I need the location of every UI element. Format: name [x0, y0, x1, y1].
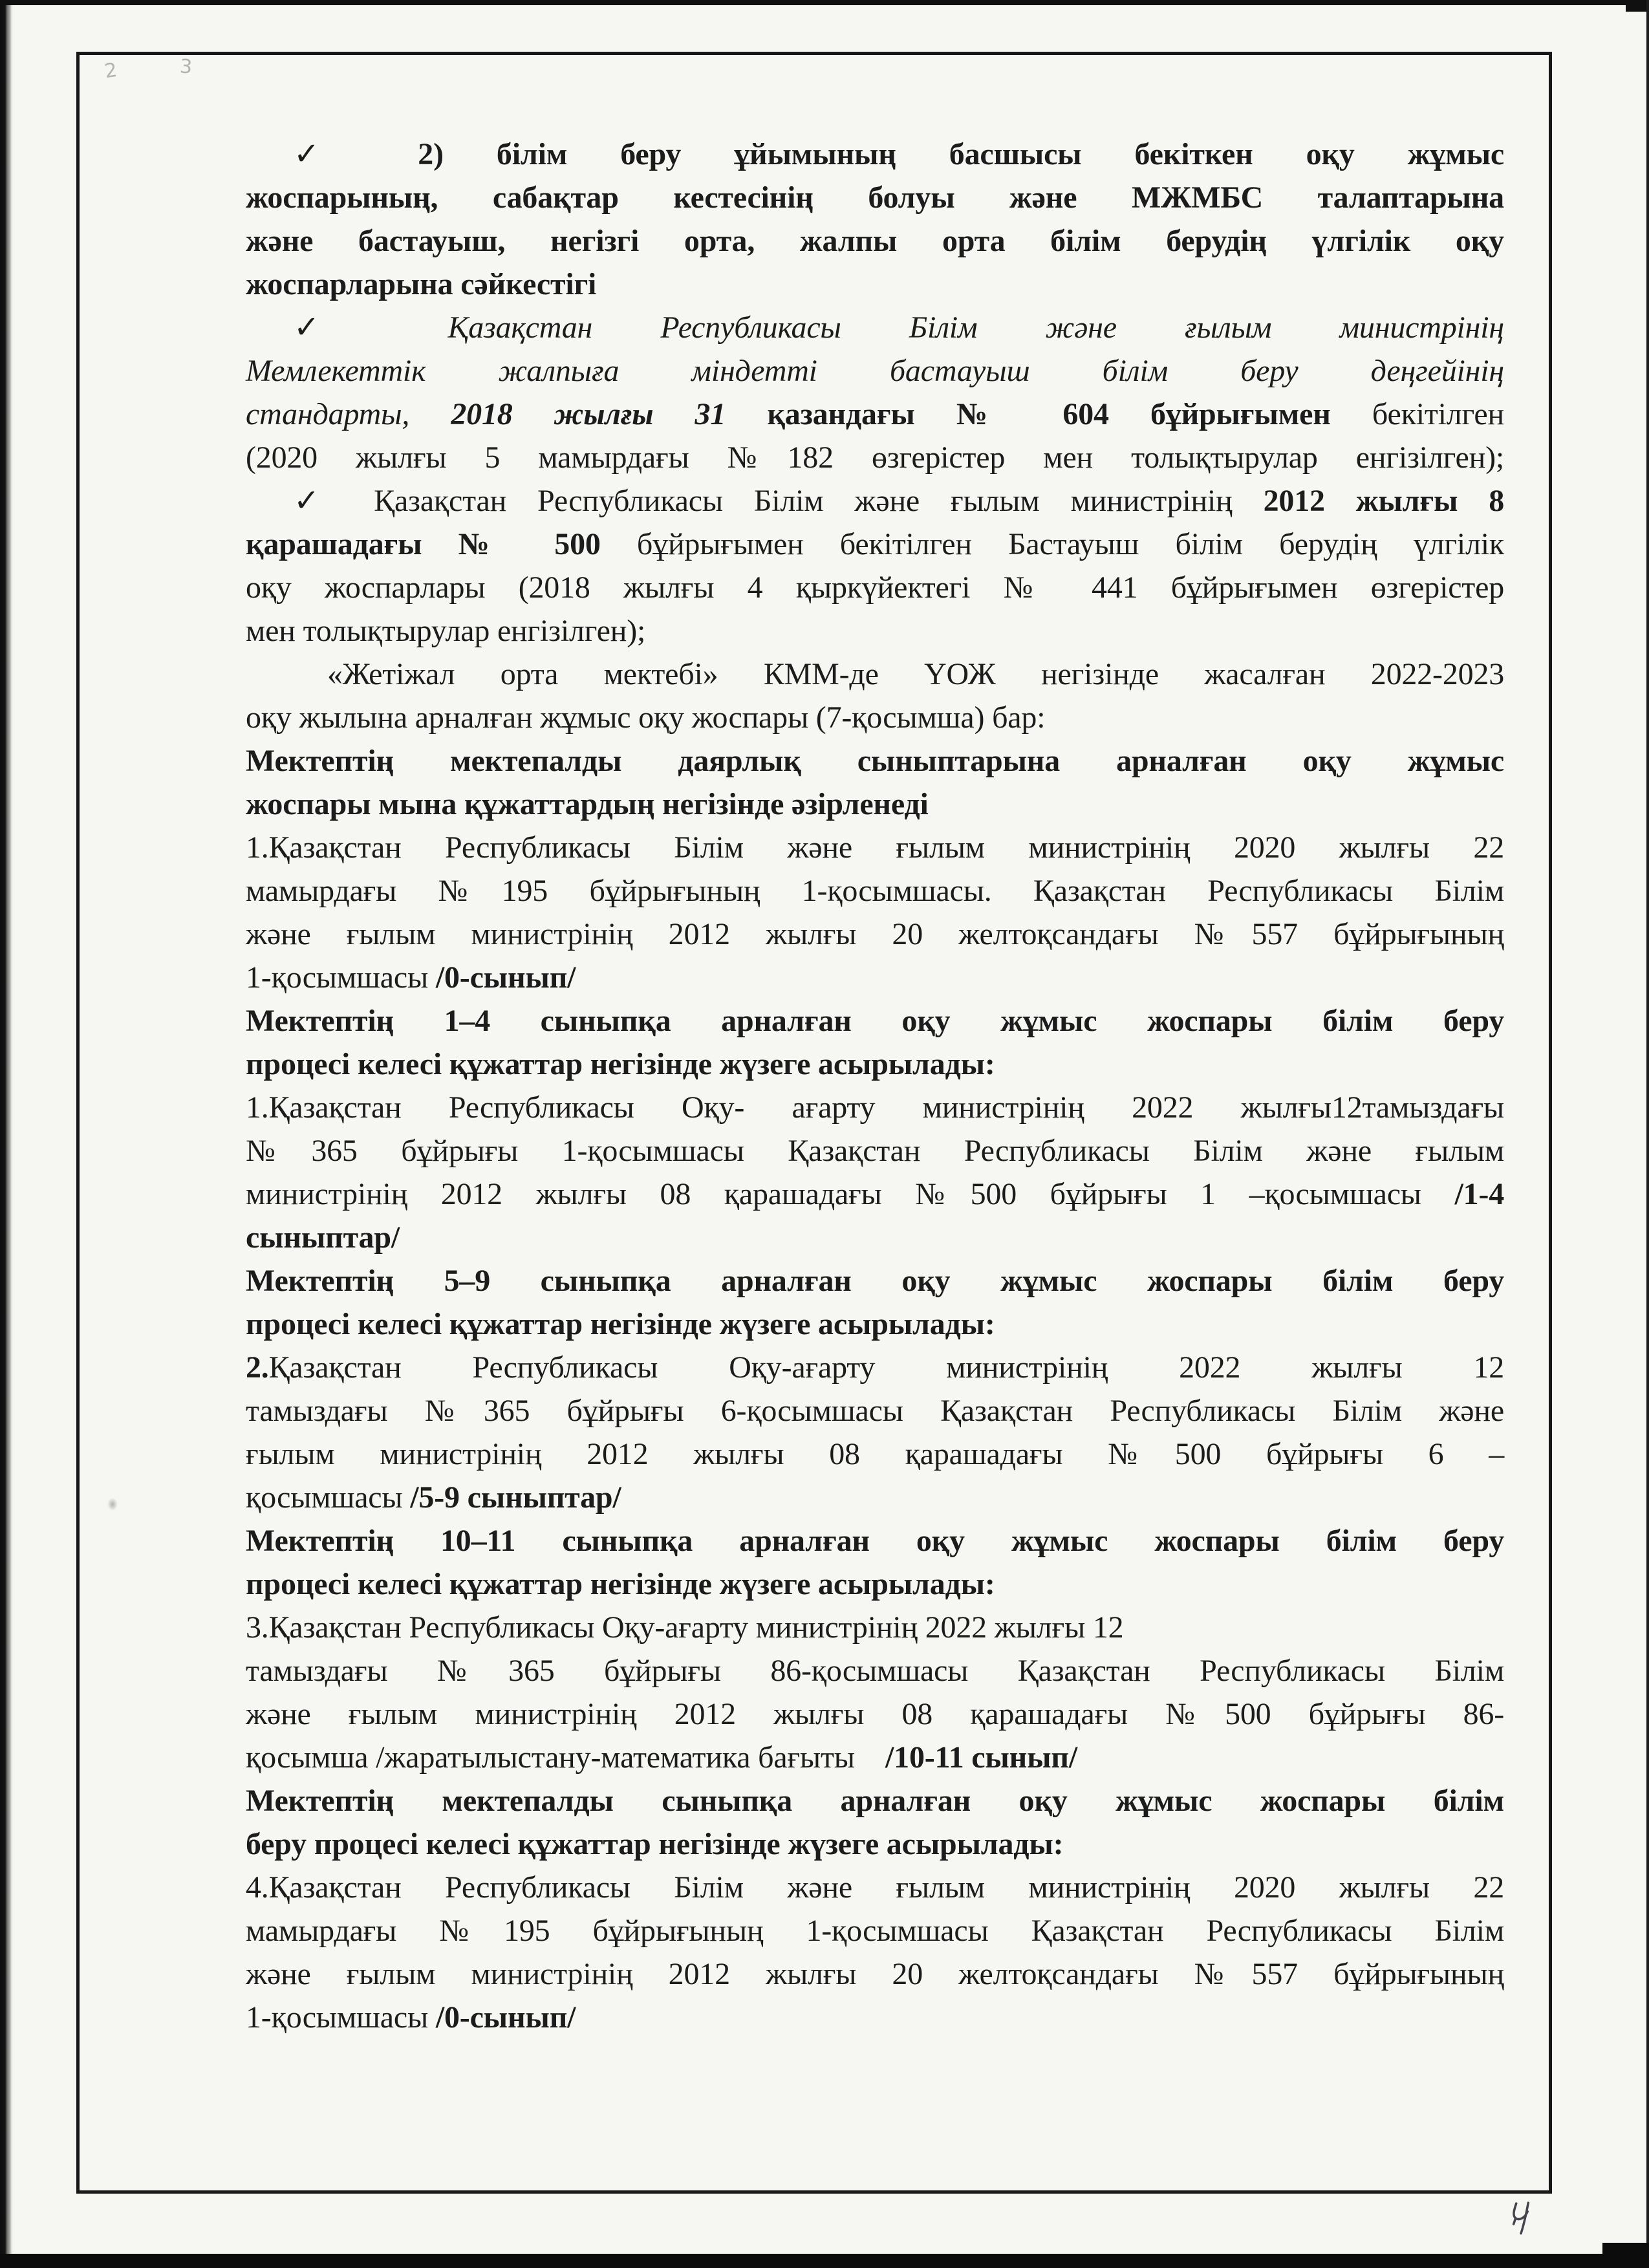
text-run: стандарты, — [246, 397, 451, 431]
text-line — [246, 1606, 1504, 1649]
text-run: /5-9 сыныптар/ — [410, 1480, 621, 1515]
text-run: оқу жоспарлары (2018 жылғы 4 қыркүйектегі № 441 бұйрығымен өзгерістер — [246, 570, 1504, 605]
text-run: 3.Қазақстан Республикасы Оқу-ағарту министрінің 2022 жылғы 12 — [246, 1610, 1124, 1645]
text-line — [246, 1086, 1504, 1129]
text-line — [246, 1259, 1504, 1302]
text-run: Мектептің мектепалды даярлық сыныптарына арналған оқу жұмыс — [246, 744, 1504, 778]
text-line — [246, 1952, 1504, 1996]
text-run: 2018 жылғы 31 — [451, 397, 768, 431]
text-run: ✓ 2) білім беру ұйымының басшысы бекіткен оқу жұмыс — [294, 137, 1504, 171]
text-run: министрінің 2012 жылғы 08 қарашадағы №500 бұйрығы 1 –қосымшасы — [246, 1177, 1455, 1211]
text-line — [246, 1996, 1504, 2039]
text-run: қарашадағы № 500 — [246, 527, 637, 561]
text-run: қазандағы № 604 бұйрығымен — [767, 397, 1372, 431]
text-line — [246, 306, 1504, 349]
text-line — [246, 1389, 1504, 1432]
text-line — [246, 1302, 1504, 1346]
text-run: Мектептің 1–4 сыныпқа арналған оқу жұмыс жоспары білім беру — [246, 1004, 1504, 1038]
text-run: №365 бұйрығы 1-қосымшасы Қазақстан Республикасы Білім және ғылым — [246, 1134, 1504, 1168]
text-line — [246, 133, 1504, 176]
text-line — [246, 1476, 1504, 1519]
text-run: мамырдағы №195 бұйрығының 1-қосымшасы. Қазақстан Республикасы Білім — [246, 874, 1504, 908]
text-run: сыныптар/ — [246, 1220, 400, 1255]
scanner-edge-bottom-right — [1602, 2243, 1649, 2268]
text-line — [246, 1216, 1504, 1259]
text-line — [246, 1909, 1504, 1952]
scanner-edge-left — [0, 0, 13, 2268]
text-run: тамыздағы №365 бұйрығы 6-қосымшасы Қазақстан Республикасы Білім және — [246, 1394, 1504, 1428]
text-line — [246, 999, 1504, 1042]
text-line — [246, 1692, 1504, 1736]
text-line — [246, 1562, 1504, 1606]
document-body — [246, 133, 1504, 2039]
text-run: жоспары мына құжаттардың негізінде әзірленеді — [246, 787, 929, 821]
text-line — [246, 1432, 1504, 1476]
text-run: және ғылым министрінің 2012 жылғы 20 желтоқсандағы №557 бұйрығының — [246, 917, 1504, 951]
text-line — [246, 653, 1504, 696]
text-line — [246, 869, 1504, 913]
text-line — [246, 1822, 1504, 1866]
text-line — [246, 436, 1504, 479]
text-run: мен толықтырулар енгізілген); — [246, 614, 646, 648]
text-run: процесі келесі құжаттар негізінде жүзеге асырылады: — [246, 1567, 995, 1601]
text-run: 2. — [246, 1350, 269, 1385]
text-run: және ғылым министрінің 2012 жылғы 08 қарашадағы №500 бұйрығы 86- — [246, 1697, 1504, 1731]
scanner-edge-top — [0, 0, 1649, 5]
text-run: процесі келесі құжаттар негізінде жүзеге асырылады: — [246, 1047, 995, 1081]
text-run: /10-11 сынып/ — [885, 1740, 1077, 1775]
text-run: оқу жылына арналған жұмыс оқу жоспары (7-қосымша) бар: — [246, 700, 1046, 735]
text-line — [246, 1519, 1504, 1562]
text-run: Қазақстан Республикасы Оқу-ағарту министрінің 2022 жылғы 12 — [268, 1350, 1504, 1385]
text-run: (2020 жылғы 5 мамырдағы №182 өзгерістер мен толықтырулар енгізілген); — [246, 440, 1504, 475]
text-line — [246, 739, 1504, 783]
text-line — [246, 1346, 1504, 1389]
text-run: жоспарының, сабақтар кестесінің болуы және МЖМБС талаптарына — [246, 180, 1504, 215]
handwritten-page-number — [1504, 2199, 1540, 2241]
text-run: бекітілген — [1372, 397, 1504, 431]
text-run: 1.Қазақстан Республикасы Оқу- ағарту министрінің 2022 жылғы12тамыздағы — [246, 1090, 1504, 1125]
text-run: ✓ Қазақстан Республикасы Білім және ғылым министрінің — [294, 484, 1264, 518]
text-line — [246, 393, 1504, 436]
scanner-edge-right — [1646, 0, 1649, 2268]
text-run: ғылым министрінің 2012 жылғы 08 қарашадағы №500 бұйрығы 6 – — [246, 1437, 1504, 1471]
text-run: ✓ — [294, 310, 448, 345]
text-run: және ғылым министрінің 2012 жылғы 20 желтоқсандағы №557 бұйрығының — [246, 1957, 1504, 1991]
text-line — [246, 1649, 1504, 1692]
text-run: Мемлекеттік жалпыға міндетті бастауыш білім беру деңгейінің — [246, 354, 1504, 388]
text-run: /0-сынып/ — [435, 960, 576, 995]
text-line — [246, 696, 1504, 739]
text-run: мамырдағы №195 бұйрығының 1-қосымшасы Қазақстан Республикасы Білім — [246, 1914, 1504, 1948]
text-run: 4.Қазақстан Республикасы Білім және ғылым министрінің 2020 жылғы 22 — [246, 1870, 1504, 1905]
text-run: 1-қосымшасы — [246, 2000, 436, 2035]
scan-artifact-mark: 3 — [178, 55, 193, 79]
text-line — [246, 609, 1504, 653]
text-run: Қазақстан Республикасы Білім және ғылым министрінің — [447, 310, 1504, 345]
text-line — [246, 1172, 1504, 1216]
handwritten-digit-4-icon — [1504, 2199, 1540, 2241]
text-line — [246, 1779, 1504, 1822]
text-line — [246, 826, 1504, 869]
text-run: және бастауыш, негізгі орта, жалпы орта білім берудің үлгілік оқу — [246, 224, 1504, 258]
text-line — [246, 1042, 1504, 1086]
text-run: Мектептің 5–9 сыныпқа арналған оқу жұмыс жоспары білім беру — [246, 1264, 1504, 1298]
text-run: Мектептің мектепалды сыныпқа арналған оқу жұмыс жоспары білім — [246, 1784, 1504, 1818]
text-line — [246, 913, 1504, 956]
text-line — [246, 219, 1504, 263]
text-line — [246, 956, 1504, 999]
scan-artifact-mark: 2 — [103, 58, 119, 83]
text-run: тамыздағы №365 бұйрығы 86-қосымшасы Қазақстан Республикасы Білім — [246, 1654, 1504, 1688]
text-line — [246, 479, 1504, 523]
scanner-edge-top-right — [1626, 0, 1649, 12]
text-run: қосымшасы — [246, 1480, 411, 1515]
text-run: 1-қосымшасы — [246, 960, 436, 995]
text-run: жоспарларына сәйкестігі — [246, 267, 597, 301]
text-line — [246, 783, 1504, 826]
text-run: «Жетіжал орта мектебі» КММ-де ҮОЖ негізінде жасалған 2022-2023 — [327, 657, 1504, 691]
text-run: қосымша /жаратылыстану-математика бағыты — [246, 1740, 886, 1775]
text-line — [246, 263, 1504, 306]
text-line — [246, 349, 1504, 393]
text-run: /1-4 — [1454, 1177, 1504, 1211]
text-line — [246, 1866, 1504, 1909]
text-line — [246, 176, 1504, 219]
text-run: процесі келесі құжаттар негізінде жүзеге асырылады: — [246, 1307, 995, 1341]
text-run: Мектептің 10–11 сыныпқа арналған оқу жұмыс жоспары білім беру — [246, 1524, 1504, 1558]
text-line — [246, 566, 1504, 609]
text-line — [246, 1736, 1504, 1779]
text-run: бұйрығымен бекітілген Бастауыш білім берудің үлгілік — [636, 527, 1505, 561]
scanner-edge-bottom — [0, 2254, 1649, 2268]
text-line — [246, 1129, 1504, 1172]
text-run: /0-сынып/ — [435, 2000, 576, 2035]
text-run: 2012 жылғы 8 — [1263, 484, 1504, 518]
text-line — [246, 523, 1504, 566]
text-run: беру процесі келесі құжаттар негізінде жүзеге асырылады: — [246, 1827, 1064, 1861]
text-run: 1.Қазақстан Республикасы Білім және ғылым министрінің 2020 жылғы 22 — [246, 830, 1504, 865]
scan-smudge — [107, 1498, 118, 1511]
